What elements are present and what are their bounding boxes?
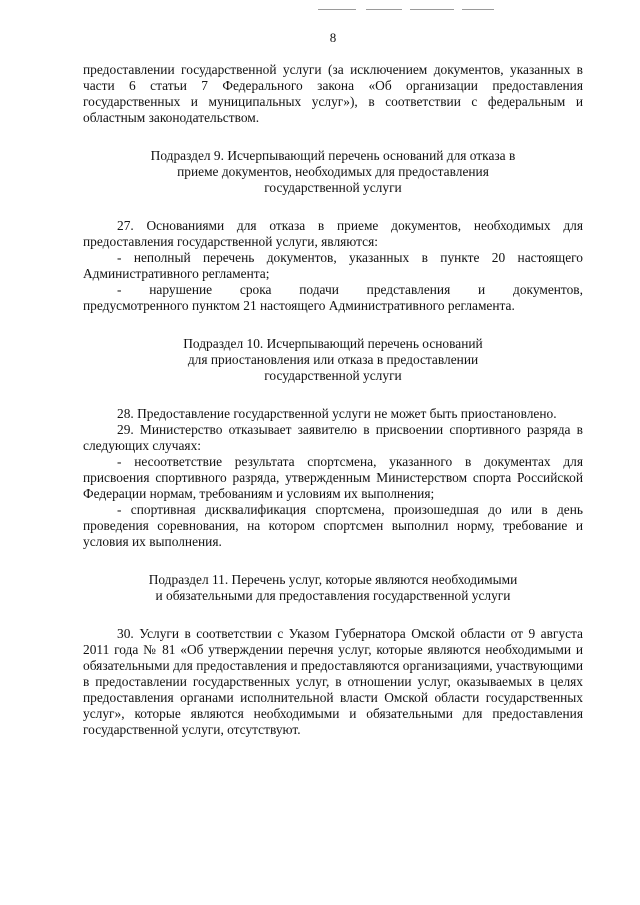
heading-line: государственной услуги bbox=[264, 368, 402, 383]
heading-line: приеме документов, необходимых для предоставления bbox=[177, 164, 489, 179]
heading-line: Подраздел 9. Исчерпывающий перечень оснований для отказа в bbox=[150, 148, 516, 163]
scan-artifact-line-3 bbox=[410, 9, 454, 10]
list-item-spaced-line: - нарушение срока подачи представления и документов, bbox=[117, 282, 583, 297]
subsection-10-heading bbox=[83, 336, 583, 384]
scan-artifact-line-2 bbox=[366, 9, 402, 10]
scan-artifact-line-1 bbox=[318, 9, 356, 10]
document-page bbox=[83, 30, 583, 738]
scan-artifact-line-4 bbox=[462, 9, 494, 10]
paragraph-27: 27. Основаниями для отказа в приеме документов, необходимых для предоставления государственной услуги, являются: bbox=[83, 218, 583, 249]
intro-paragraph: предоставлении государственной услуги (за исключением документов, указанных в части 6 статьи 7 Федерального закона «Об организации предоставления государственных и муниципальных услуг»), в соответствии с федеральным и областным законодательством. bbox=[83, 62, 583, 125]
list-item: - несоответствие результата спортсмена, указанного в документах для присвоения спортивного разряда, утвержденным Министерством спорта Российской Федерации нормам, требованиям и условиям их выполнения; bbox=[83, 454, 583, 501]
list-item: - спортивная дисквалификация спортсмена, произошедшая до или в день проведения соревнования, на котором спортсмен выполнил норму, требование и условия их выполнения. bbox=[83, 502, 583, 549]
page-number: 8 bbox=[329, 30, 337, 45]
list-item: - неполный перечень документов, указанных в пункте 20 настоящего Административного регламента; bbox=[83, 250, 583, 281]
subsection-11-heading bbox=[83, 572, 583, 604]
heading-line: и обязательными для предоставления государственной услуги bbox=[155, 588, 511, 603]
list-item-continuation: предусмотренного пунктом 21 настоящего Административного регламента. bbox=[83, 298, 515, 313]
heading-line: Подраздел 11. Перечень услуг, которые являются необходимыми bbox=[148, 572, 518, 587]
subsection-9-heading bbox=[83, 148, 583, 196]
heading-line: государственной услуги bbox=[264, 180, 402, 195]
paragraph-30: 30. Услуги в соответствии с Указом Губернатора Омской области от 9 августа 2011 года № 81 «Об утверждении перечня услуг, которые являются необходимыми и обязательными для предоставления и предоставляются организациями, участвующими в предоставлении государственных услуг, в отношении услуг, оказываемых в целях предоставления органами исполнительной власти Омской области государственных услуг», которые являются необходимыми и обязательными для предоставления государственной услуги, отсутствуют. bbox=[83, 626, 583, 737]
paragraph-28: 28. Предоставление государственной услуги не может быть приостановлено. bbox=[117, 406, 557, 421]
paragraph-29: 29. Министерство отказывает заявителю в присвоении спортивного разряда в следующих случаях: bbox=[83, 422, 583, 453]
heading-line: Подраздел 10. Исчерпывающий перечень оснований bbox=[183, 336, 483, 351]
heading-line: для приостановления или отказа в предоставлении bbox=[187, 352, 479, 367]
